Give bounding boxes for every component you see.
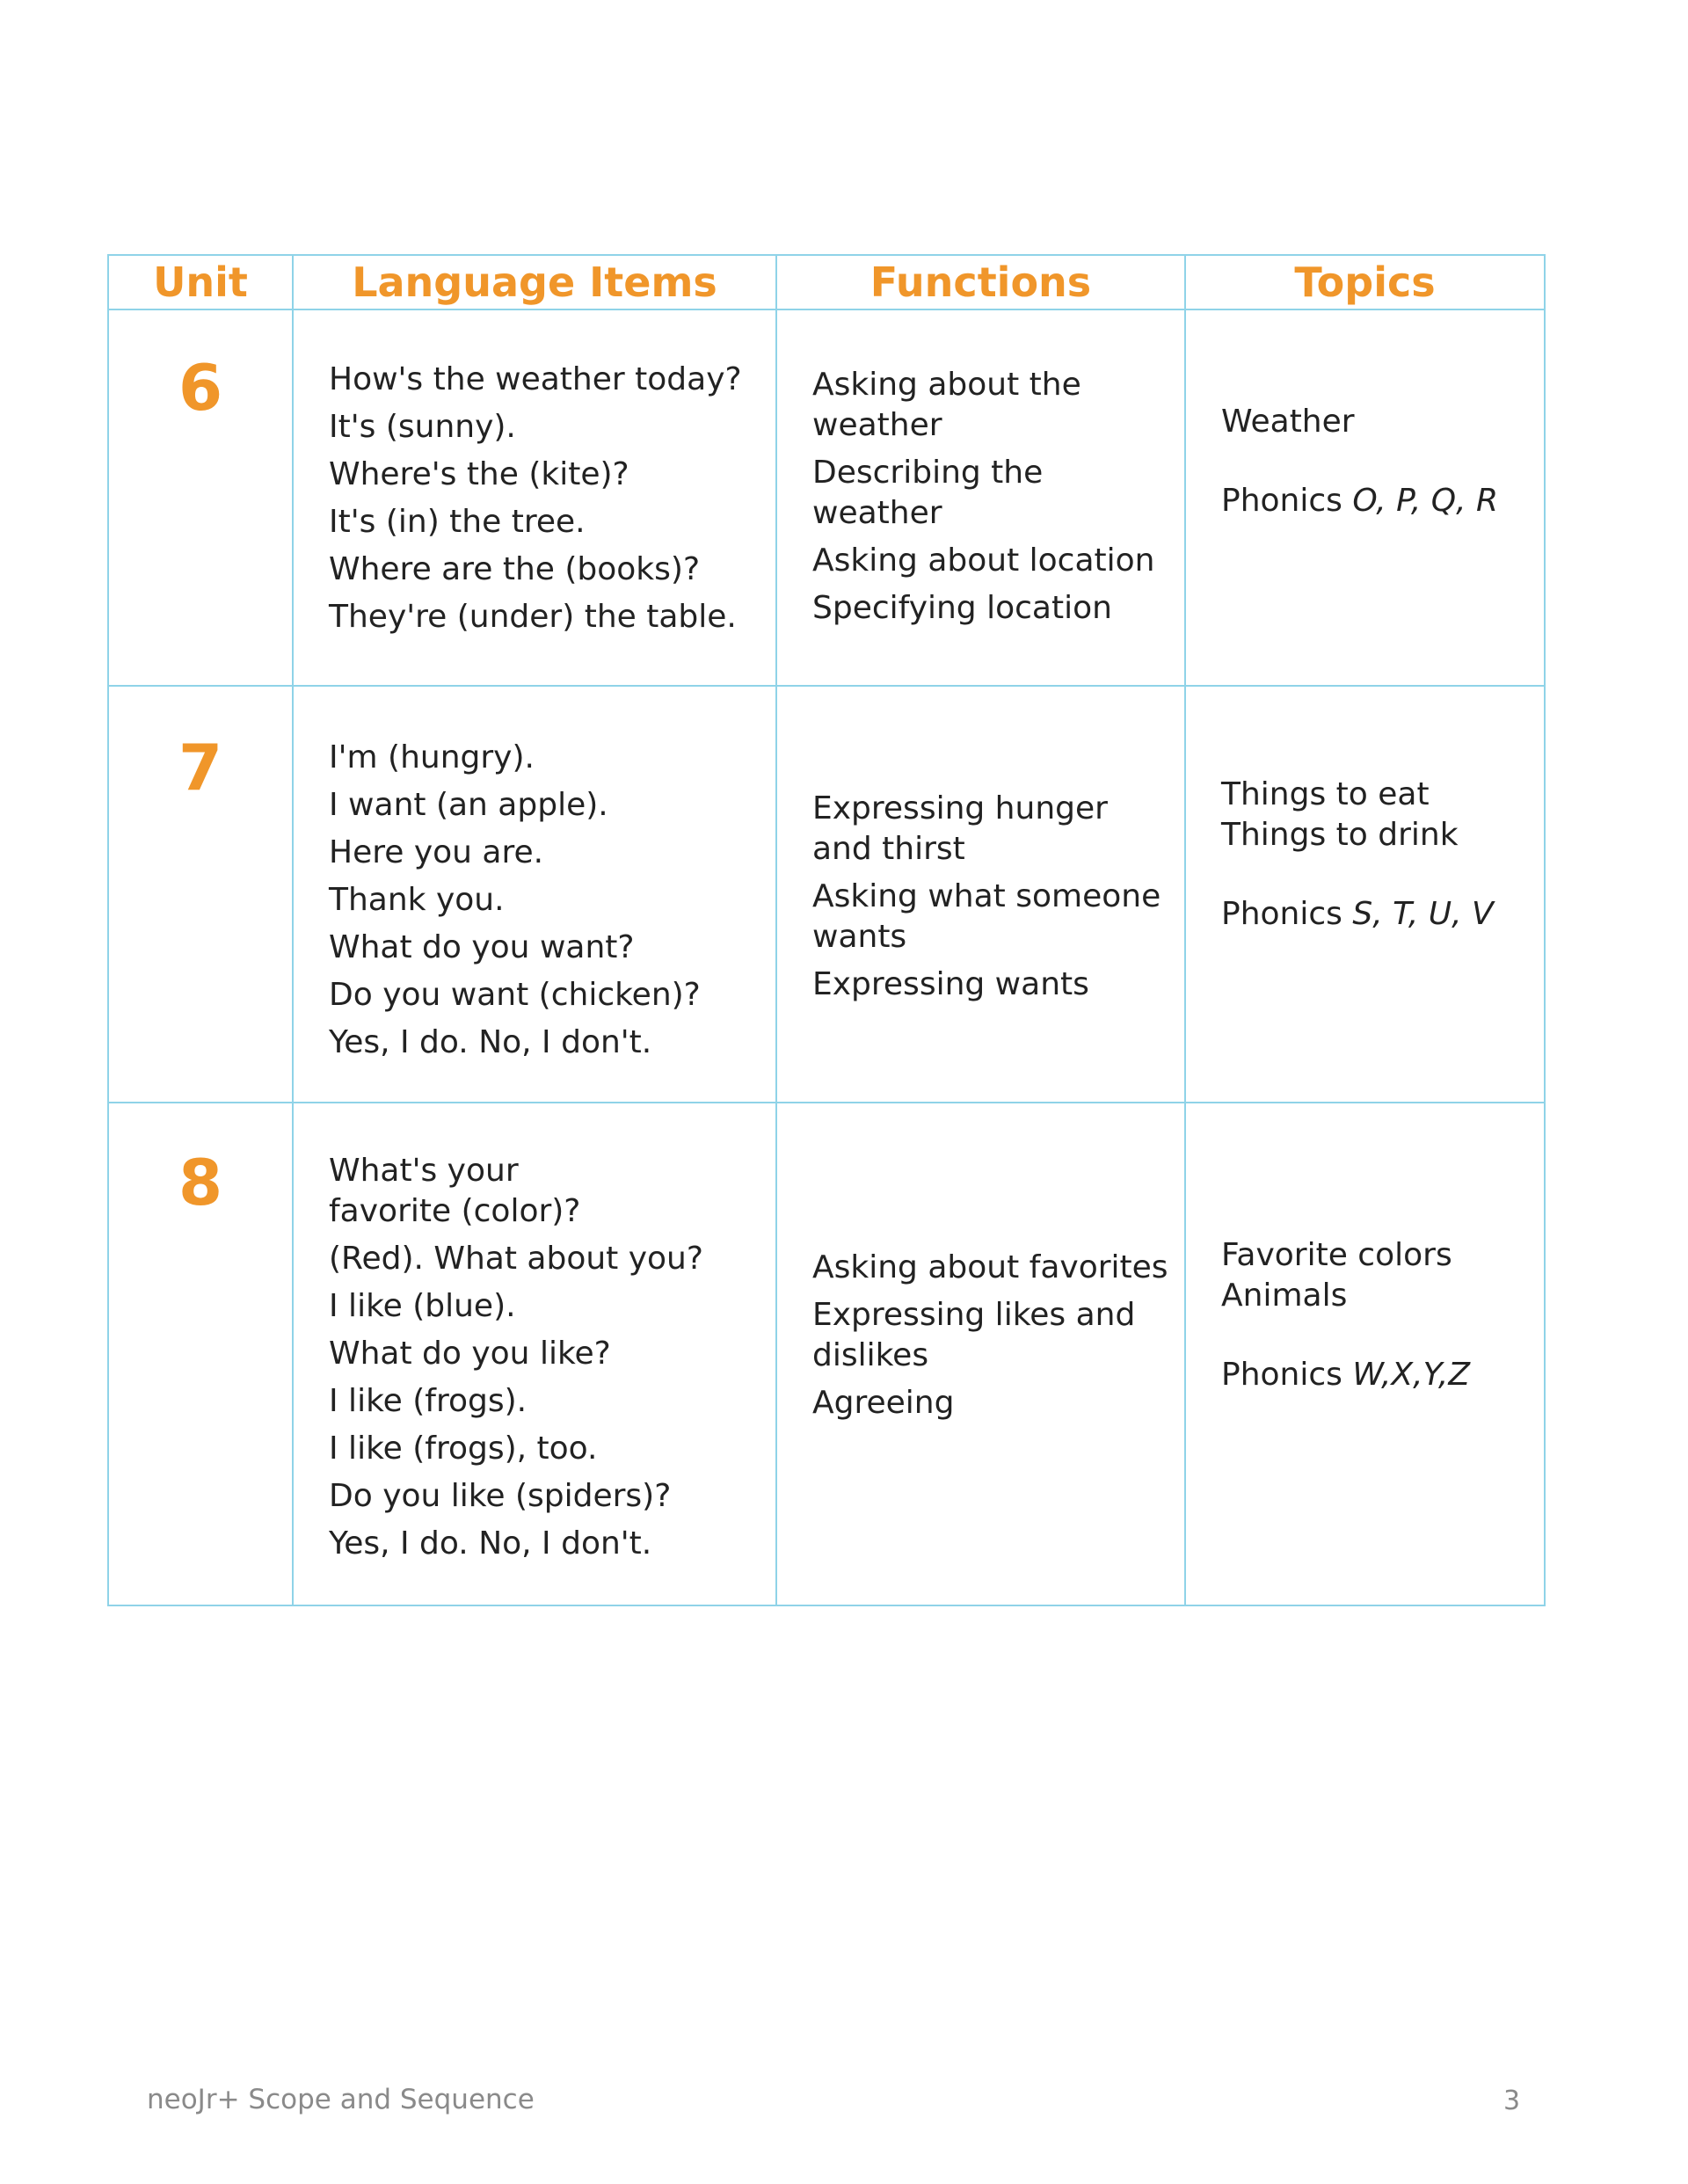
language-item: Yes, I do. No, I don't. (329, 1525, 652, 1562)
function-item: Describing the weather (812, 455, 1044, 531)
language-item: It's (sunny). (329, 409, 516, 445)
unit-number: 6 (178, 351, 223, 425)
function-item: Specifying location (812, 590, 1112, 626)
function-item: Asking about favorites (812, 1249, 1168, 1285)
language-item: What do you want? (329, 929, 635, 965)
footer-title: neoJr+ Scope and Sequence (147, 2084, 535, 2115)
phonics-label: Phonics (1221, 483, 1342, 519)
function-item: Agreeing (812, 1385, 955, 1421)
language-item: I want (an apple). (329, 787, 608, 823)
language-items-cell (293, 1103, 776, 1605)
scope-sequence-table (107, 254, 1546, 1606)
language-item: It's (in) the tree. (329, 504, 586, 540)
unit-cell (108, 686, 293, 1103)
topics-cell (1185, 686, 1545, 1103)
function-item: Asking about location (812, 542, 1155, 579)
language-item: Where's the (kite)? (329, 456, 629, 492)
table-row (108, 309, 1545, 686)
functions-cell (776, 1103, 1185, 1605)
language-item: I'm (hungry). (329, 739, 535, 775)
table-row (108, 686, 1545, 1103)
language-item: I like (frogs). (329, 1383, 528, 1419)
topic-item: Animals (1221, 1278, 1348, 1314)
language-item: I like (blue). (329, 1288, 516, 1324)
function-item: Expressing hunger and thirst (812, 790, 1108, 867)
phonics-line (1221, 481, 1535, 521)
function-item: Asking about the weather (812, 367, 1081, 443)
language-item: I like (frogs), too. (329, 1431, 598, 1467)
functions-cell (776, 686, 1185, 1103)
functions-cell (776, 309, 1185, 686)
language-item: Where are the (books)? (329, 551, 701, 587)
unit-cell (108, 309, 293, 686)
language-item: Thank you. (329, 882, 505, 918)
topic-item: Weather (1221, 404, 1355, 440)
header-unit: Unit (108, 255, 293, 309)
page-number: 3 (1503, 2086, 1521, 2116)
header-functions: Functions (776, 255, 1185, 309)
phonics-letters: O, P, Q, R (1352, 483, 1499, 519)
function-item: Asking what someone wants (812, 878, 1161, 955)
function-item: Expressing wants (812, 966, 1089, 1002)
unit-number: 8 (178, 1146, 223, 1219)
table-header-row (108, 255, 1545, 309)
language-item: They're (under) the table. (329, 599, 737, 635)
phonics-label: Phonics (1221, 896, 1342, 932)
phonics-line (1221, 1355, 1535, 1395)
table-row (108, 1103, 1545, 1605)
phonics-letters: W,X,Y,Z (1352, 1357, 1471, 1393)
header-topics: Topics (1185, 255, 1545, 309)
language-item: (Red). What about you? (329, 1241, 703, 1277)
language-item: What do you like? (329, 1336, 611, 1372)
unit-cell (108, 1103, 293, 1605)
language-item: What's your favorite (color)? (329, 1153, 581, 1229)
function-item: Expressing likes and dislikes (812, 1297, 1136, 1373)
language-item: Here you are. (329, 834, 544, 870)
topic-item: Things to drink (1221, 817, 1459, 853)
topic-item: Things to eat (1221, 776, 1430, 812)
topic-item: Favorite colors (1221, 1237, 1452, 1273)
language-item: How's the weather today? (329, 361, 742, 397)
language-items-cell (293, 309, 776, 686)
unit-number: 7 (178, 731, 223, 804)
phonics-line (1221, 894, 1535, 935)
phonics-label: Phonics (1221, 1357, 1342, 1393)
language-items-cell (293, 686, 776, 1103)
phonics-letters: S, T, U, V (1352, 896, 1494, 932)
language-item: Do you like (spiders)? (329, 1478, 672, 1514)
topics-cell (1185, 309, 1545, 686)
language-item: Yes, I do. No, I don't. (329, 1024, 652, 1060)
topics-cell (1185, 1103, 1545, 1605)
header-language-items: Language Items (293, 255, 776, 309)
language-item: Do you want (chicken)? (329, 977, 701, 1013)
